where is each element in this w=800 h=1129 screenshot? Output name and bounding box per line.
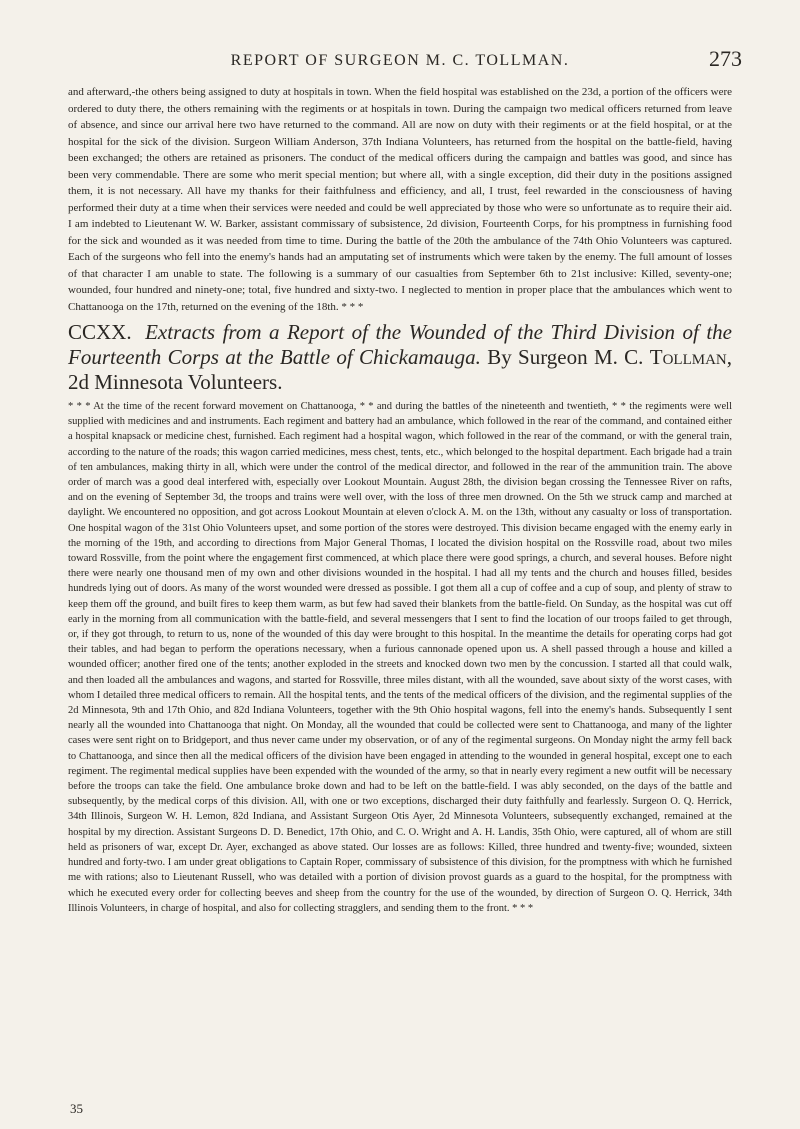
page-number: 273: [709, 46, 742, 71]
report-paragraph: * * * At the time of the recent forward movement on Chattanooga, * * and during the battles of the nineteenth and twentieth, * * the regiments were well supplied with medicines and and instruments. Each regiment and battery had an ambulance, which followed in the rear of the command, and contained either a hospital knapsack or medicine chest, furnished. Each regiment had a hospital wagon, which followed in the rear of the command, or with the general train, according to the nature of the roads; this wagon carried medicines, mess chest, tents, etc., which belonged to the hospital department. Each brigade had a train of ten ambulances, making thirty in all, which were under the control of the medical director, and followed in the rear of the ammunition train. The above order of march was a good deal interfered with, especially over Lookout Mountain. August 28th, the division began crossing the Tennessee River on rafts, and on the evening of September 3d, the troops and trains were well over, with the loss of three men drowned. On the 5th we struck camp and marched at daylight. We encountered no opposition, and got across Lookout Mountain at eleven o'clock A. M. on the 13th, without any casualty or loss of transportation. One hospital wagon of the 31st Ohio Volunteers upset, and some portion of the stores were destroyed. This division became engaged with the enemy early in the morning of the 19th, and according to directions from Major General Thomas, I located the division hospital on the Rossville road, about two miles toward Rossville, from the point where the engagement first commenced, at which place there were good springs, a church, and several houses. Before night there were nearly one thousand men of my own and other divisions wounded in the hospital. I had all my tents and the church and houses filled, besides hundreds lying out of doors. As many of the worst wounded were dressed as possible. I got them all a cup of coffee and a cup of soup, and plenty of straw to keep them off the ground, and built fires to keep them warm, as but few had saved their blankets from the battle-field. On Sunday, as the hospital was cut off early in the morning from all communication with the battle-field, and several messengers that I sent to find the location of our troops failed to get through, or, if they got through, to return to us, none of the wounded of this day were brought to this hospital. In the meantime the details for operating corps had got their tables, and had began to perform the operations necessary, when a furious cannonade opened upon us. A shell passed through a house and killed a wounded officer; another fired one of the tents; another exploded in the streets and knocked down two men by the concussion. I started all that could walk, and then loaded all the ambulances and wagons, and started for Rossville, three miles distant, with all the wounded, save about sixty of the worst cases, with whom I detailed three medical officers to remain. All the hospital tents, and the tents of the medical officers of the division, and the regimental supplies of the 2d Minnesota, 9th and 17th Ohio, and 82d Indiana Volunteers, together with the 9th Ohio hospital wagons, fell into the enemy's hands. Subsequently I sent nearly all the wounded into Chattanooga that night. On Monday, all the wounded that could be collected were sent to Chattanooga, and many of the lighter cases were sent right on to Bridgeport, and thus never came under my observation, or of any of the regimental surgeons. On Monday night the army fell back to Chattanooga, and since then all the medical officers of the division have been engaged in attending to the wounded in general hospital, except one to each regiment. The regimental medical supplies have been expended with the wounded of the army, so that in nearly every regiment a new outfit will be necessary before the troops can take the field. One ambulance broke down and had to be left on the battle-field. I was ably seconded, on the days of the battle and subsequently, by the medical corps of this division. All, with one or two exceptions, discharged their duty faithfully and fearlessly. Surgeon O. Q. Herrick, 34th Illinois, Surgeon W. H. Lemon, 82d Indiana, and Assistant Surgeon Otis Ayer, 2d Minnesota Volunteers, subsequently exchanged, remained at the hospital by my direction. Assistant Surgeons D. D. Benedict, 17th Ohio, and C. O. Wright and A. H. Landis, 35th Ohio, were captured, all of whom are still held as prisoners of war, except Dr. Ayer, exchanged as above stated. Our losses are as follows: Killed, three hundred and twenty-five; wounded, sixteen hundred and forty-two. I am under great obligations to Captain Roper, commissary of subsistence of this division, for the promptness with which he furnished me with rations; also to Lieutenant Russell, who was detailed with a portion of division provost guards as a guard to the hospital, for the promptness with which he executed every order for collecting beeves and sheep from the country for the use of the wounded, by direction of Surgeon O. Q. Herrick, 34th Illinois Volunteers, in charge of hospital, and also for collecting stragglers, and sending them to the front. * * *: [68, 401, 732, 914]
byline-suffix: , 2d Minnesota Volunteers.: [68, 345, 732, 394]
section-heading: [68, 320, 732, 395]
paragraph-continued: and afterward,-the others being assigned to duty at hospitals in town. When the field hospital was established on the 23d, a portion of the officers were ordered to duty there, the others remaining with the regiments or at hospitals in town. During the campaign two medical officers returned from leave of absence, and since our arrival here two have returned to the command. All are now on duty with their regiments or at the field hospital, or at the hospital for the sick of the division. Surgeon William Anderson, 37th Indiana Volunteers, has returned from the hospital on the battle-field, having been exchanged; the others are retained as prisoners. The conduct of the medical officers during the campaign and battles was good, and since has been very commendable. There are some who merit special mention; but where all, with a single exception, did their duty in the positions assigned them, it is not necessary. All have my thanks for their faithfulness and efficiency, and all, I trust, feel rewarded in the consciousness of having performed their duty at a time when their services were needed and could be well appreciated by those who were so unfortunate as to require their aid. I am indebted to Lieutenant W. W. Barker, assistant commissary of subsistence, 2d division, Fourteenth Corps, for his promptness in furnishing food for the sick and wounded as it was needed from time to time. During the battle of the 20th the ambulance of the 74th Ohio Volunteers was captured. Each of the surgeons who fell into the enemy's hands had an amputating set of instruments which were taken by the enemy. The full amount of losses of that character I am unable to state. The following is a summary of our casualties from September 6th to 21st inclusive: Killed, seventy-one; wounded, four hundred and ninety-one; total, five hundred and sixty-two. I neglected to mention in proper place that the ambulances which went to Chattanooga on the 17th, returned on the evening of the 18th. * * *: [68, 86, 732, 313]
byline-name: Tollman: [649, 345, 727, 369]
section-number: CCXX.: [68, 320, 132, 344]
running-header: REPORT OF SURGEON M. C. TOLLMAN.: [230, 52, 570, 69]
byline-prefix: By Surgeon M. C.: [487, 345, 644, 369]
section-title: Extracts from a Report of the Wounded of the Third Division of the Fourteenth Corps at the Battle of Chickamauga.: [68, 320, 732, 369]
body-text: [68, 84, 732, 916]
signature-folio: 35: [70, 1101, 83, 1116]
